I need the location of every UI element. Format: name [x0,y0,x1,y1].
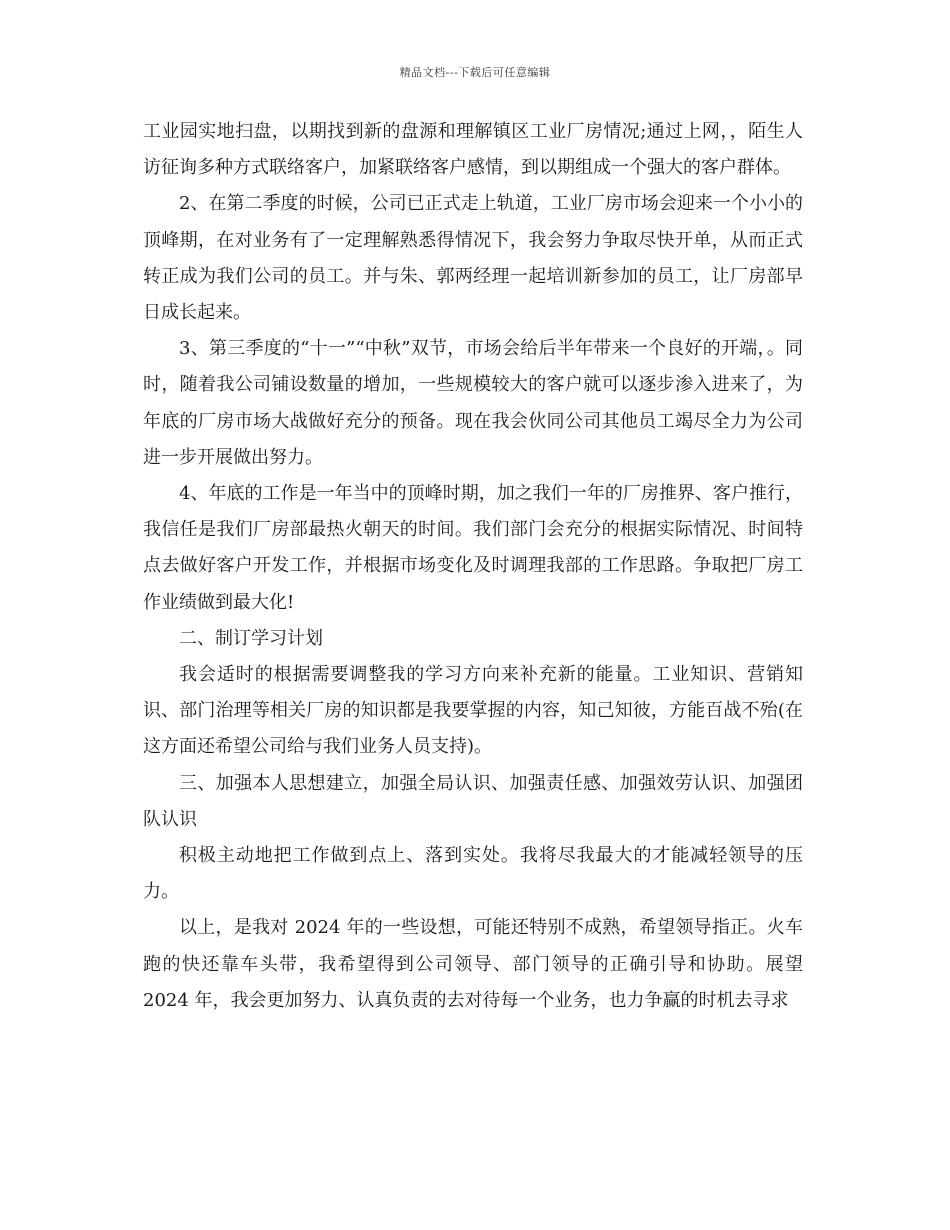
section-heading-study-plan: 二、制订学习计划 [179,627,323,649]
paragraph-9: 以上，是我对 2024 年的一些设想，可能还特别不成熟，希望领导指正。火车跑的快还靠车头带，我希望得到公司领导、部门领导的正确引导和协助。展望 2024 年，我会更加努力、认真负责的去对待每一个业务，也力争赢的时机去寻求 [143,917,803,1011]
section-heading-awareness: 三、加强本人思想建立，加强全局认识、加强责任感、加强效劳认识、加强团队认识 [143,772,803,830]
paragraph-2: 2、在第二季度的时候，公司已正式走上轨道，工业厂房市场会迎来一个小小的顶峰期，在对业务有了一定理解熟悉得情况下，我会努力争取尽快开单，从而正式转正成为我们公司的员工。并与朱、郭两经理一起培训新参加的员工，让厂房部早日成长起来。 [143,193,803,324]
paragraph-6: 我会适时的根据需要调整我的学习方向来补充新的能量。工业知识、营销知识、部门治理等相关厂房的知识都是我要掌握的内容，知己知彼，方能百战不殆(在这方面还希望公司给与我们业务人员支持)。 [143,664,803,758]
page-header: 精品文档---下载后可任意编辑 [399,66,551,79]
document-body [143,114,803,1019]
paragraph-1: 工业园实地扫盘，以期找到新的盘源和理解镇区工业厂房情况;通过上网，，陌生人访征询多种方式联络客户，加紧联络客户感情，到以期组成一个强大的客户群体。 [143,121,803,179]
paragraph-4: 4、年底的工作是一年当中的顶峰时期，加之我们一年的厂房推界、客户推行，我信任是我们厂房部最热火朝天的时间。我们部门会充分的根据实际情况、时间特点去做好客户开发工作，并根据市场变化及时调理我部的工作思路。争取把厂房工作业绩做到最大化! [143,483,803,613]
paragraph-3: 3、第三季度的“十一”“中秋”双节，市场会给后半年带来一个良好的开端，。同时，随着我公司铺设数量的增加，一些规模较大的客户就可以逐步渗入进来了，为年底的厂房市场大战做好充分的预备。现在我会伙同公司其他员工竭尽全力为公司进一步开展做出努力。 [143,338,803,468]
paragraph-8: 积极主动地把工作做到点上、落到实处。我将尽我最大的才能减轻领导的压力。 [143,845,803,903]
